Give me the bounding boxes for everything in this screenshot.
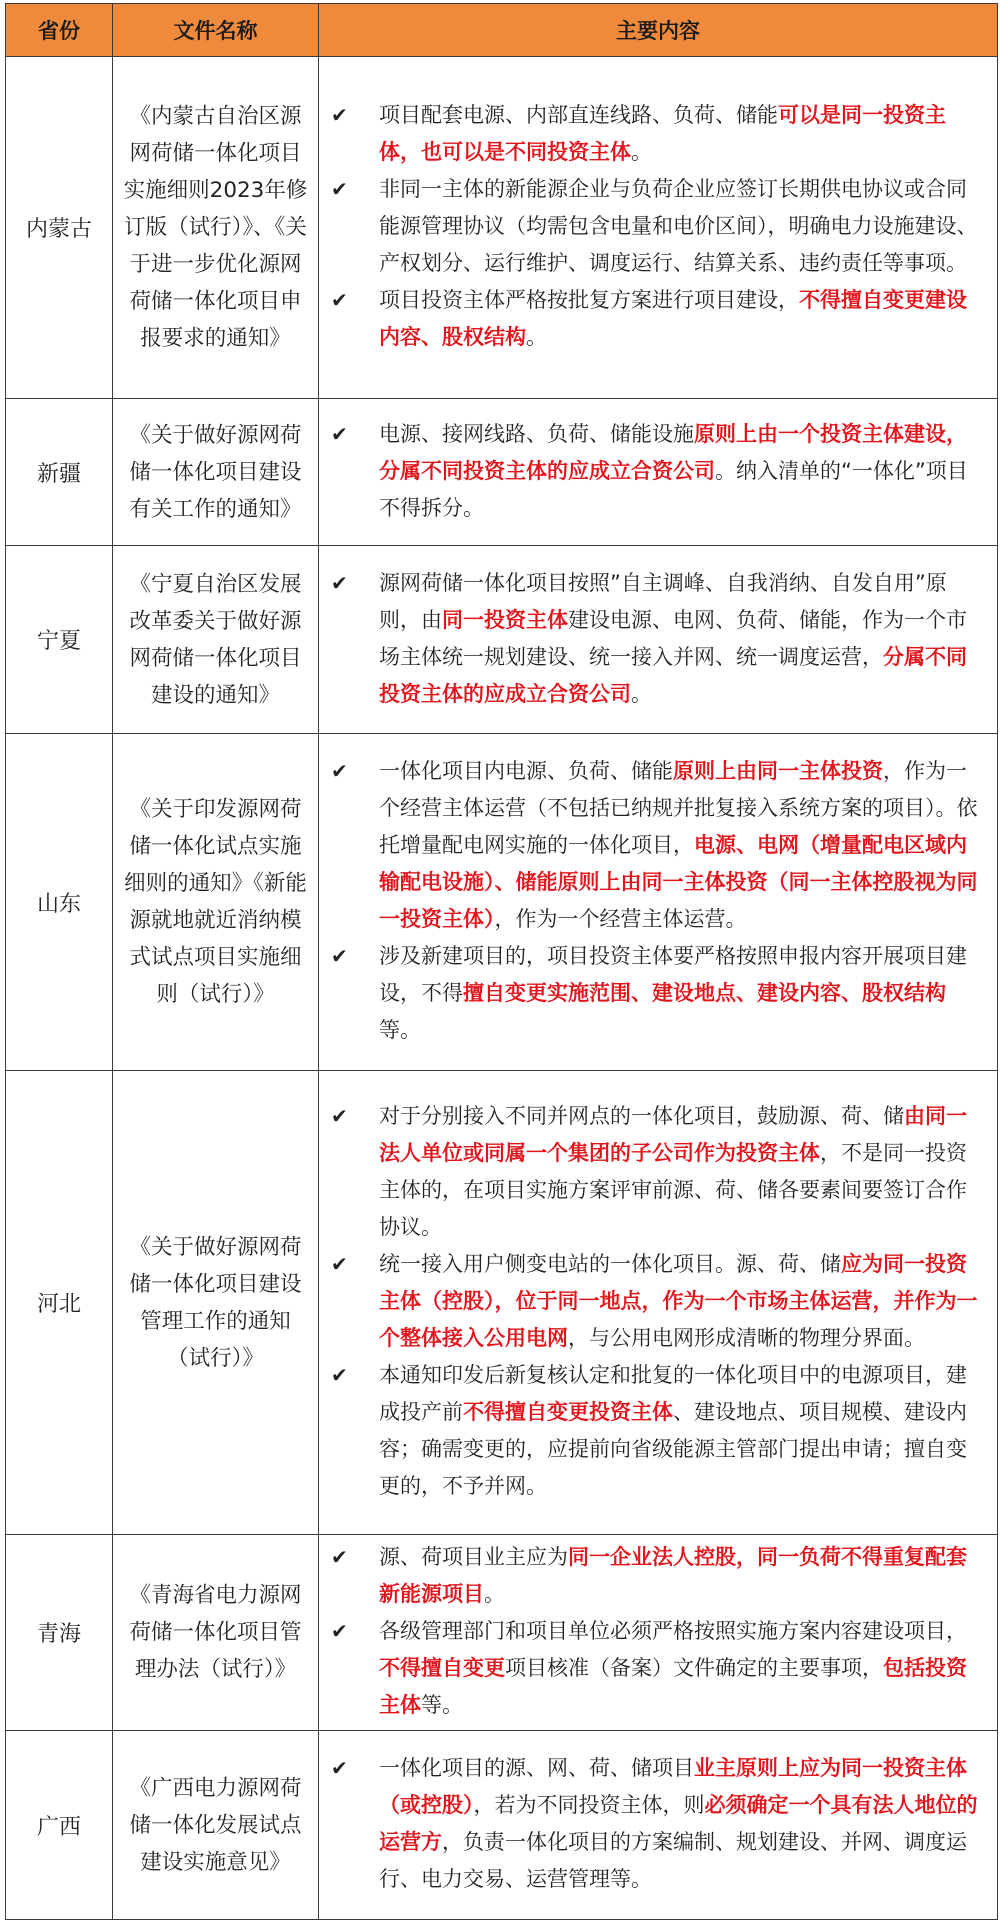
content-text: 电源、接网线路、负荷、储能设施 (379, 421, 694, 446)
content-text: ，作为一个经营主体运营（不包括已纳规并批复接入系统方案的项目）。依托增量配电网实施的一体化项目， (379, 759, 978, 857)
province-cell: 青海 (6, 1535, 113, 1731)
checkmark-icon: ✔ (331, 1252, 348, 1276)
highlighted-text: 不得擅自变更建设内容、股权结构 (379, 288, 967, 349)
content-text: 等。 (379, 1018, 421, 1042)
checkmark-icon: ✔ (331, 288, 348, 312)
highlighted-text: 分属不同投资主体的应成立合资公司 (379, 644, 967, 706)
highlighted-text: 可以是同一投资主体，也可以是不同投资主体 (379, 103, 946, 164)
checkmark-icon: ✔ (331, 177, 348, 201)
content-item (327, 171, 985, 282)
content-cell (319, 734, 998, 1071)
highlighted-text: 由同一法人单位或同属一个集团的子公司作为投资主体 (379, 1104, 967, 1165)
highlighted-text: 电源、电网（增量配电区域内输配电设施）、储能原则上由同一主体投资（同一主体控股视为同一投资主体） (379, 833, 978, 931)
table-row (6, 1071, 998, 1535)
highlighted-text: 必须确定一个具有法人地位的运营方 (379, 1793, 978, 1854)
content-text: 建设电源、电网、负荷、储能，作为一个市场主体统一规划建设、统一接入并网、统一调度运营， (379, 607, 967, 669)
checkmark-icon: ✔ (331, 103, 348, 127)
table-row (6, 399, 998, 546)
policy-table (5, 3, 998, 1920)
content-text: 一体化项目的源、网、荷、储项目 (379, 1756, 694, 1780)
content-text: 项目核准（备案）文件确定的主要事项， (505, 1656, 883, 1680)
header-row (6, 4, 998, 57)
checkmark-icon: ✔ (331, 1363, 348, 1387)
content-cell (319, 1731, 998, 1920)
document-cell: 《内蒙古自治区源网荷储一体化项目实施细则2023年修订版（试行）》、《关于进一步优化源网荷储一体化项目申报要求的通知》 (113, 57, 319, 399)
content-text: ，若为不同投资主体，则 (473, 1793, 705, 1817)
checkmark-icon: ✔ (331, 1104, 348, 1128)
province-cell: 河北 (6, 1071, 113, 1535)
content-item (327, 753, 985, 938)
content-text: 。 (484, 1582, 505, 1606)
checkmark-icon: ✔ (331, 1756, 348, 1780)
province-cell: 山东 (6, 734, 113, 1071)
table-row (6, 546, 998, 734)
document-cell: 《青海省电力源网荷储一体化项目管理办法（试行）》 (113, 1535, 319, 1731)
content-cell (319, 1071, 998, 1535)
content-text: 对于分别接入不同并网点的一体化项目，鼓励源、荷、储 (379, 1104, 904, 1128)
content-text: 各级管理部门和项目单位必须严格按照实施方案内容建设项目， (379, 1619, 967, 1643)
content-item (327, 416, 985, 527)
province-cell: 广西 (6, 1731, 113, 1920)
content-text: ，不是同一投资主体的，在项目实施方案评审前源、荷、储各要素间要签订合作协议。 (379, 1141, 967, 1239)
content-cell (319, 1535, 998, 1731)
content-item (327, 938, 985, 1049)
content-text: 。 (631, 140, 652, 164)
content-text: 本通知印发后新复核认定和批复的一体化项目中的电源项目，建成投产前 (379, 1363, 967, 1424)
highlighted-text: 包括投资主体 (379, 1656, 967, 1717)
document-cell: 《广西电力源网荷储一体化发展试点建设实施意见》 (113, 1731, 319, 1920)
highlighted-text: 应为同一投资主体（控股），位于同一地点，作为一个市场主体运营，并作为一个整体接入公用电网 (379, 1252, 978, 1350)
checkmark-icon: ✔ (331, 421, 348, 446)
header-province: 省份 (6, 4, 113, 57)
province-cell: 新疆 (6, 399, 113, 546)
highlighted-text: 原则上由同一主体投资 (673, 759, 883, 783)
checkmark-icon: ✔ (331, 570, 348, 595)
content-text: ，负责一体化项目的方案编制、规划建设、并网、调度运行、电力交易、运营管理等。 (379, 1830, 967, 1891)
content-item (327, 282, 985, 356)
checkmark-icon: ✔ (331, 1545, 348, 1569)
content-item (327, 565, 985, 713)
content-text: 项目配套电源、内部直连线路、负荷、储能 (379, 103, 778, 127)
document-cell: 《关于印发源网荷储一体化试点实施细则的通知》《新能源就地就近消纳模式试点项目实施细则（试行）》 (113, 734, 319, 1071)
checkmark-icon: ✔ (331, 759, 348, 783)
highlighted-text: 业主原则上应为同一投资主体（或控股） (379, 1756, 967, 1817)
content-text: 。纳入清单的“一体化”项目不得拆分。 (379, 458, 968, 520)
table-row (6, 57, 998, 399)
table-row (6, 1731, 998, 1920)
highlighted-text: 同一投资主体 (442, 607, 568, 632)
content-cell (319, 399, 998, 546)
content-text: 一体化项目内电源、负荷、储能 (379, 759, 673, 783)
highlighted-text: 原则上由一个投资主体建设，分属不同投资主体的应成立合资公司 (379, 421, 967, 483)
content-text: 涉及新建项目的，项目投资主体要严格按照申报内容开展项目建设，不得 (379, 944, 967, 1005)
table-row (6, 1535, 998, 1731)
province-cell: 宁夏 (6, 546, 113, 734)
header-content: 主要内容 (319, 4, 998, 57)
content-item (327, 97, 985, 171)
content-item (327, 1613, 985, 1724)
content-text: 源、荷项目业主应为 (379, 1545, 568, 1569)
content-text: 。 (526, 325, 547, 349)
content-text: ，与公用电网形成清晰的物理分界面。 (568, 1326, 925, 1350)
highlighted-text: 不得擅自变更投资主体 (463, 1400, 673, 1424)
header-document: 文件名称 (113, 4, 319, 57)
content-text: ，作为一个经营主体运营。 (494, 907, 747, 931)
checkmark-icon: ✔ (331, 944, 348, 968)
document-cell: 《关于做好源网荷储一体化项目建设有关工作的通知》 (113, 399, 319, 546)
content-text: 等。 (421, 1693, 463, 1717)
content-text: 项目投资主体严格按批复方案进行项目建设， (379, 288, 799, 312)
content-item (327, 1098, 985, 1246)
content-text: 非同一主体的新能源企业与负荷企业应签订长期供电协议或合同能源管理协议（均需包含电量和电价区间），明确电力设施建设、产权划分、运行维护、调度运行、结算关系、违约责任等事项。 (379, 177, 978, 275)
document-cell: 《宁夏自治区发展改革委关于做好源网荷储一体化项目建设的通知》 (113, 546, 319, 734)
content-text: 统一接入用户侧变电站的一体化项目。源、荷、储 (379, 1252, 841, 1276)
content-cell (319, 546, 998, 734)
content-text: 。 (631, 681, 652, 706)
content-cell (319, 57, 998, 399)
checkmark-icon: ✔ (331, 1619, 348, 1643)
highlighted-text: 擅自变更实施范围、建设地点、建设内容、股权结构 (463, 981, 946, 1005)
content-item (327, 1750, 985, 1898)
province-cell: 内蒙古 (6, 57, 113, 399)
highlighted-text: 同一企业法人控股，同一负荷不得重复配套新能源项目 (379, 1545, 967, 1606)
document-cell: 《关于做好源网荷储一体化项目建设管理工作的通知（试行）》 (113, 1071, 319, 1535)
content-item (327, 1246, 985, 1357)
highlighted-text: 不得擅自变更 (379, 1656, 505, 1680)
table-row (6, 734, 998, 1071)
content-text: 、建设地点、项目规模、建设内容；确需变更的，应提前向省级能源主管部门提出申请；擅自变更的，不予并网。 (379, 1400, 967, 1498)
content-text: 源网荷储一体化项目按照”自主调峰、自我消纳、自发自用”原则，由 (379, 570, 947, 632)
content-item (327, 1357, 985, 1505)
content-item (327, 1539, 985, 1613)
